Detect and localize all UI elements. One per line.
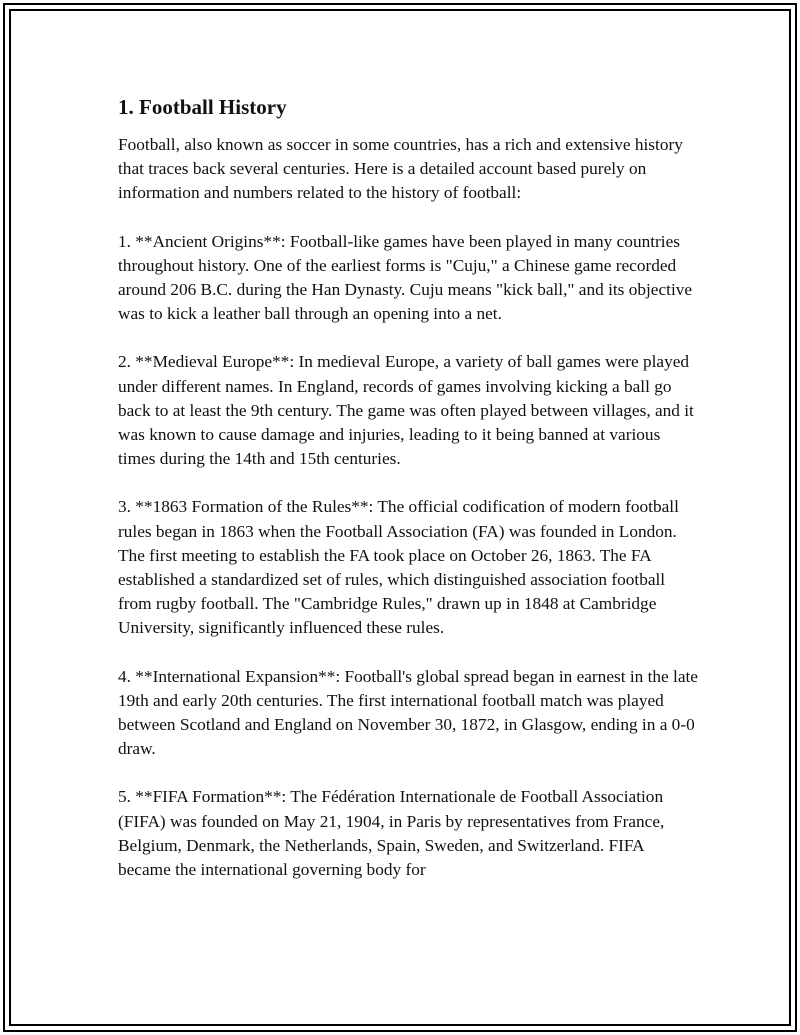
document-body xyxy=(118,94,698,906)
paragraph-fifa-formation: 5. **FIFA Formation**: The Fédération Internationale de Football Association (FIFA) was founded on May 21, 1904, in Paris by representatives from France, Belgium, Denmark, the Netherlands, Spain, Sweden, and Switzerland. FIFA became the international governing body for xyxy=(118,787,665,880)
paragraph-medieval-europe: 2. **Medieval Europe**: In medieval Europe, a variety of ball games were played under different names. In England, records of games involving kicking a ball go back to at least the 9th century. The game was often played between villages, and it was known to cause damage and injuries, leading to it being banned at various times during the 14th and 15th centuries. xyxy=(118,352,694,469)
paragraph-formation-of-rules: 3. **1863 Formation of the Rules**: The official codification of modern football rules began in 1863 when the Football Association (FA) was founded in London. The first meeting to establish the FA took place on October 26, 1863. The FA established a standardized set of rules, which distinguished association football from rugby football. The "Cambridge Rules," drawn up in 1848 at Cambridge University, significantly influenced these rules. xyxy=(118,497,679,638)
section-title: 1. Football History xyxy=(118,95,287,119)
paragraph-ancient-origins: 1. **Ancient Origins**: Football-like games have been played in many countries throughout history. One of the earliest forms is "Cuju," a Chinese game recorded around 206 B.C. during the Han Dynasty. Cuju means "kick ball," and its objective was to kick a leather ball through an opening into a net. xyxy=(118,231,693,324)
paragraph-international-expansion: 4. **International Expansion**: Football's global spread began in earnest in the late 19th and early 20th centuries. The first international football match was played between Scotland and England on November 30, 1872, in Glasgow, ending in a 0-0 draw. xyxy=(118,666,698,759)
intro-paragraph: Football, also known as soccer in some countries, has a rich and extensive history that traces back several centuries. Here is a detailed account based purely on information and numbers related to the history of football: xyxy=(118,135,683,203)
